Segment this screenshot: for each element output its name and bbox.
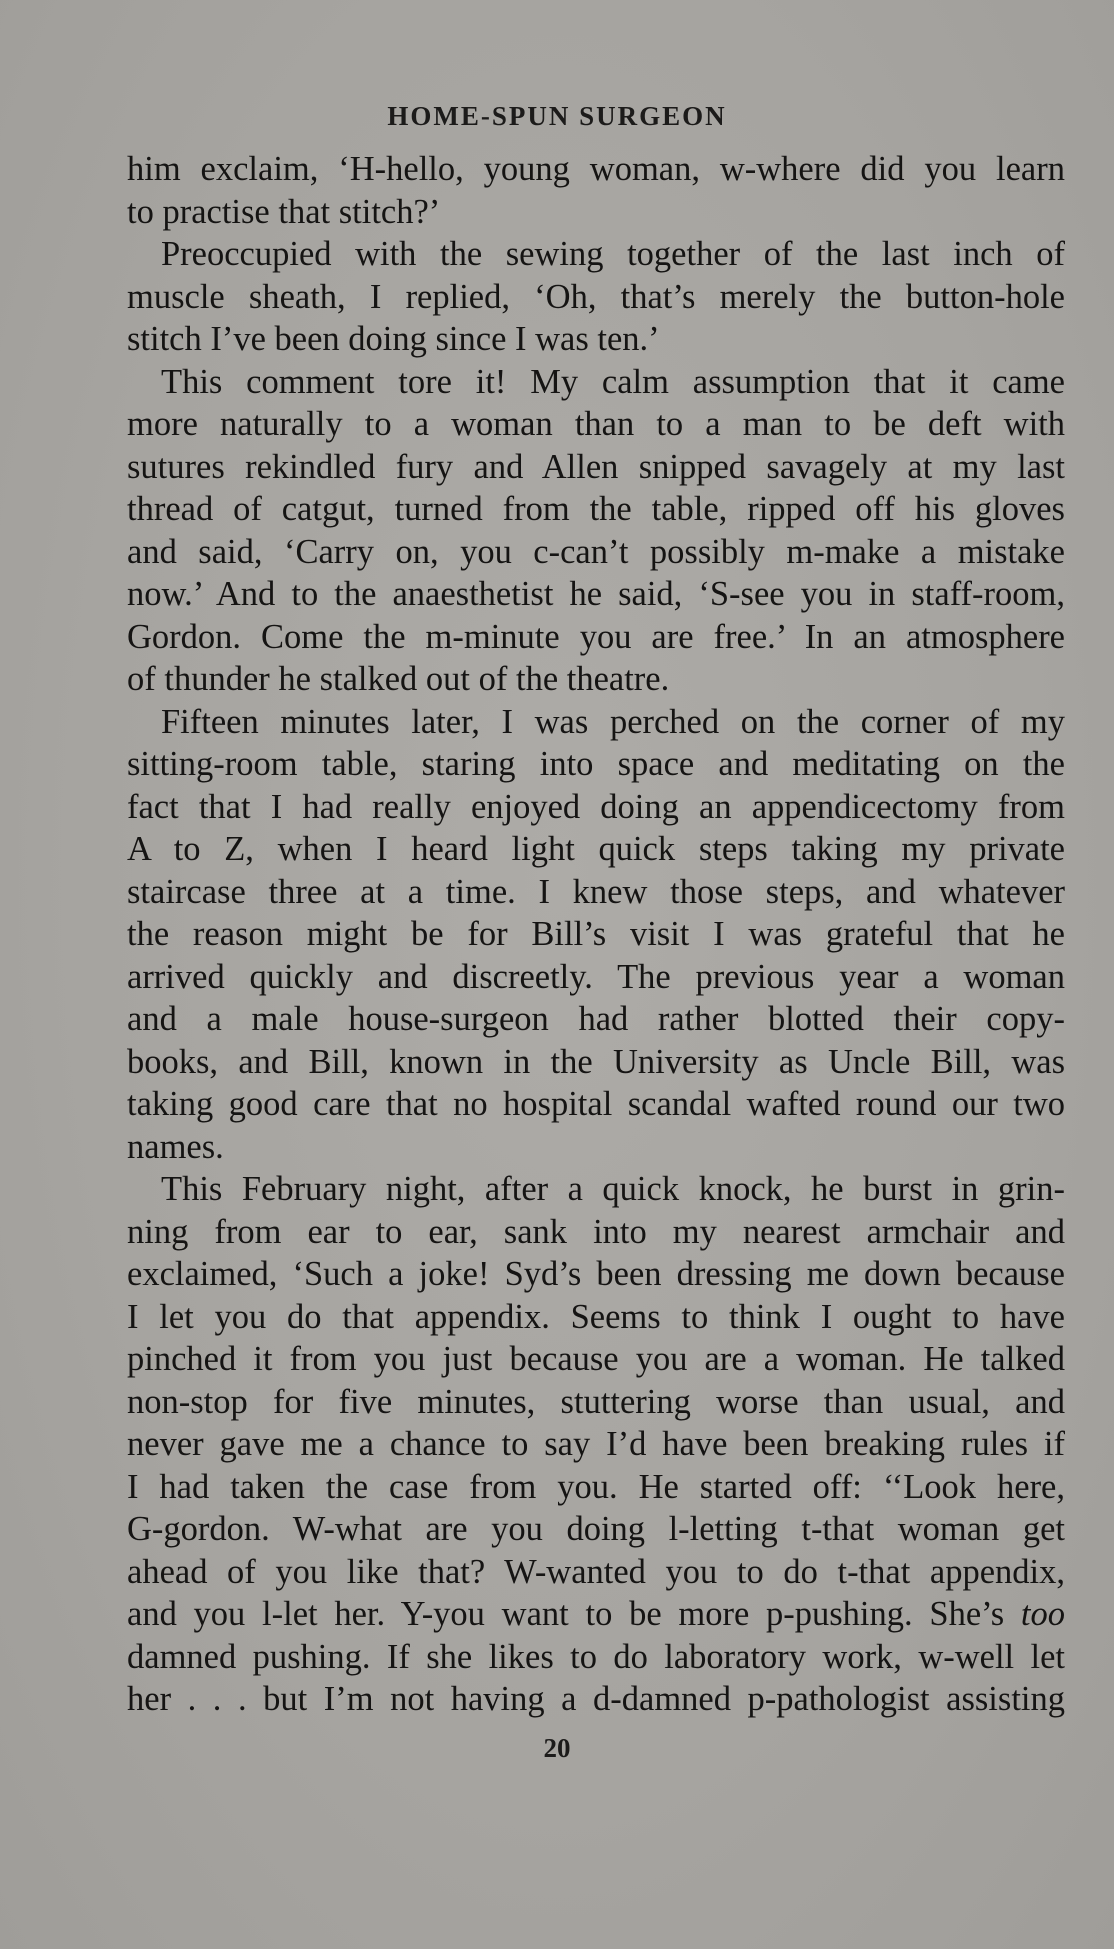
text-line: Preoccupied with the sewing together of the last inch of [161,235,1065,273]
text-line: G-gordon. W-what are you doing l-letting t-that woman get [127,1510,1065,1548]
text-line: and you l-let her. Y-you want to be more p-pushing. She’s too [127,1595,1065,1633]
text-line: ahead of you like that? W-wanted you to do t-that appendix, [127,1552,1065,1591]
text-line: now.’ And to the anaesthetist he said, ‘S-see you in staff-room, [127,575,1065,613]
text-line: fact that I had really enjoyed doing an appendicectomy from [127,787,1065,826]
text-line: stitch I’ve been doing since I was ten.’ [127,320,660,358]
text-line: exclaimed, ‘Such a joke! Syd’s been dressing me down because [127,1255,1065,1293]
text-line: to practise that stitch?’ [127,192,441,231]
body-text [127,148,1065,1721]
running-head: HOME-SPUN SURGEON [387,101,727,131]
text-line: never gave me a chance to say I’d have been breaking rules if [127,1425,1065,1463]
text-line: him exclaim, ‘H-hello, young woman, w-where did you learn [127,150,1065,188]
text-line: staircase three at a time. I knew those steps, and whatever [127,872,1065,911]
page-number: 20 [543,1733,571,1763]
text-line: ning from ear to ear, sank into my nearest armchair and [127,1212,1065,1251]
text-line: This February night, after a quick knock, he burst in grin- [161,1170,1065,1208]
text-line: pinched it from you just because you are a woman. He talked [127,1340,1065,1378]
text-line: This comment tore it! My calm assumption that it came [161,362,1065,401]
text-line: of thunder he stalked out of the theatre. [127,660,670,698]
text-line: arrived quickly and discreetly. The previous year a woman [127,957,1065,996]
text-line: Fifteen minutes later, I was perched on the corner of my [161,702,1065,741]
text-line: and a male house-surgeon had rather blotted their copy- [127,1000,1065,1038]
text-line: I had taken the case from you. He started off: ‘‘Look here, [127,1467,1065,1506]
text-line: sutures rekindled fury and Allen snipped savagely at my last [127,447,1065,486]
text-line: more naturally to a woman than to a man to be deft with [127,405,1065,443]
text-line: I let you do that appendix. Seems to think I ought to have [127,1297,1065,1336]
text-line: Gordon. Come the m-minute you are free.’ In an atmosphere [127,617,1065,656]
text-line: thread of catgut, turned from the table, ripped off his gloves [127,490,1065,528]
text-line: and said, ‘Carry on, you c-can’t possibly m-make a mistake [127,532,1065,571]
text-line: sitting-room table, staring into space and meditating on the [127,745,1065,783]
text-line: her . . . but I’m not having a d-damned p-pathologist assisting [127,1680,1065,1718]
text-line: damned pushing. If she likes to do laboratory work, w-well let [127,1637,1065,1676]
text-line: non-stop for five minutes, stuttering worse than usual, and [127,1382,1065,1421]
text-line: books, and Bill, known in the University as Uncle Bill, was [127,1042,1065,1081]
text-line: names. [127,1127,224,1166]
text-line: A to Z, when I heard light quick steps taking my private [127,830,1065,868]
text-line: taking good care that no hospital scandal wafted round our two [127,1085,1065,1123]
text-line: the reason might be for Bill’s visit I was grateful that he [127,915,1065,953]
text-line: muscle sheath, I replied, ‘Oh, that’s merely the button-hole [127,277,1065,316]
